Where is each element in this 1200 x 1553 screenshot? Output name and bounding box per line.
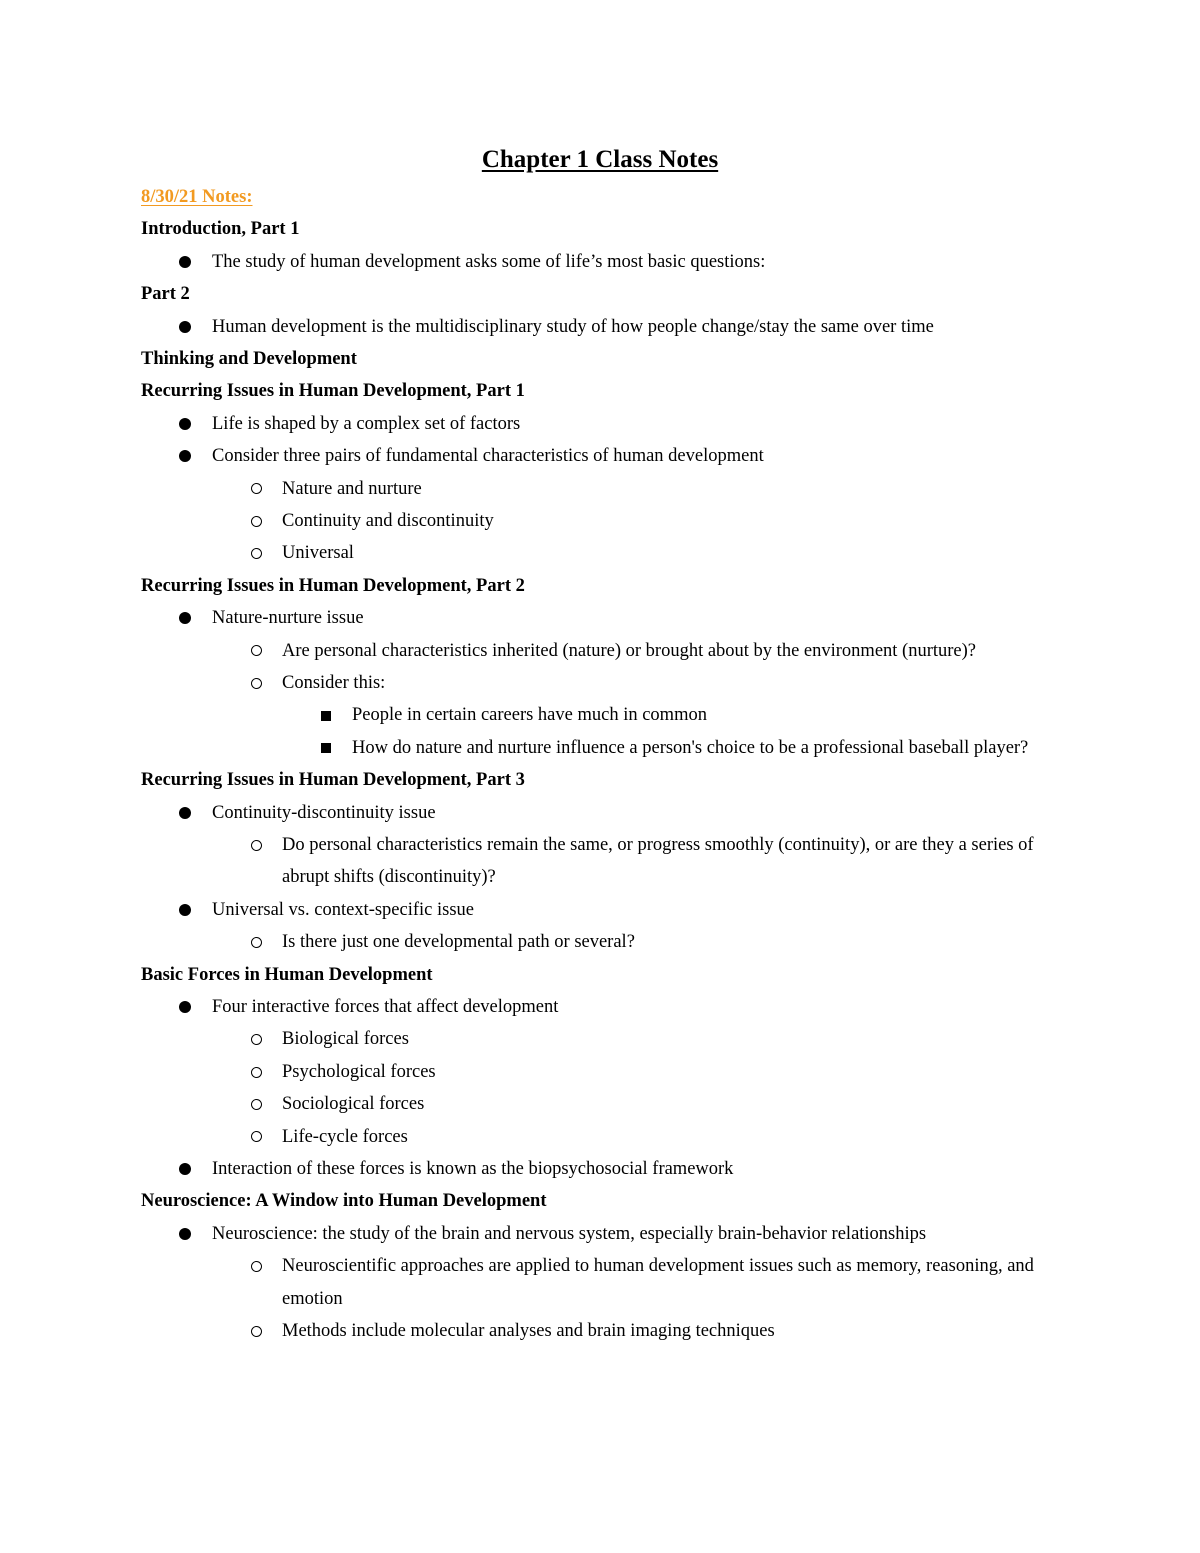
bullet-item-level-2 [141,829,1061,894]
bullet-text: Neuroscientific approaches are applied to human development issues such as memory, reasoning, and emotion [282,1256,1034,1309]
bullet-item-level-2 [141,537,1061,569]
hollow-circle-bullet-icon [248,1315,264,1347]
hollow-circle-bullet-icon [248,1023,264,1055]
bullet-text: Universal vs. context-specific issue [212,899,475,920]
bullet-item-level-1 [141,797,1061,829]
bullet-item-level-1 [141,408,1061,440]
bullet-item-level-1 [141,894,1061,926]
bullet-text: Sociological forces [282,1094,425,1115]
bullet-text: Consider this: [282,673,386,693]
filled-square-bullet-icon [318,699,334,731]
section-heading: Part 2 [141,284,190,305]
hollow-circle-bullet-icon [248,537,264,569]
bullet-text: Neuroscience: the study of the brain and nervous system, especially brain-behavior relationships [212,1223,927,1244]
bullet-text: Methods include molecular analyses and brain imaging techniques [282,1321,775,1342]
hollow-circle-bullet-icon [248,505,264,537]
filled-circle-bullet-icon [177,246,193,278]
bullet-text: Is there just one developmental path or several? [282,932,635,953]
bullet-text: Psychological forces [282,1061,436,1082]
hollow-circle-bullet-icon [248,667,264,699]
bullet-item-level-3 [141,699,1061,731]
filled-circle-bullet-icon [177,602,193,634]
filled-circle-bullet-icon [177,1153,193,1185]
notes-content [141,181,1061,1347]
bullet-item-level-1 [141,246,1061,278]
bullet-text: Universal [282,543,354,564]
date-heading: 8/30/21 Notes: [141,187,253,207]
bullet-item-level-2 [141,635,1061,667]
bullet-item-level-2 [141,1056,1061,1088]
bullet-text: Life is shaped by a complex set of factors [212,413,521,434]
filled-circle-bullet-icon [177,1218,193,1250]
bullet-text: People in certain careers have much in common [352,705,707,726]
bullet-item-level-3 [141,732,1061,764]
hollow-circle-bullet-icon [248,1088,264,1120]
bullet-text: Biological forces [282,1029,409,1050]
section-heading: Neuroscience: A Window into Human Development [141,1191,547,1212]
bullet-item-level-2 [141,1121,1061,1153]
bullet-item-level-1 [141,1218,1061,1250]
hollow-circle-bullet-icon [248,1121,264,1153]
bullet-item-level-2 [141,1315,1061,1347]
section-heading: Thinking and Development [141,348,357,369]
bullet-item-level-2 [141,1088,1061,1120]
bullet-item-level-2 [141,667,1061,699]
filled-circle-bullet-icon [177,991,193,1023]
bullet-item-level-2 [141,1250,1061,1315]
bullet-item-level-1 [141,602,1061,634]
bullet-item-level-2 [141,473,1061,505]
section-heading: Introduction, Part 1 [141,219,300,240]
bullet-text: Interaction of these forces is known as the biopsychosocial framework [212,1159,734,1180]
bullet-item-level-2 [141,926,1061,958]
page-title: Chapter 1 Class Notes [481,146,719,173]
bullet-item-level-2 [141,1023,1061,1055]
bullet-item-level-2 [141,505,1061,537]
filled-square-bullet-icon [318,732,334,764]
filled-circle-bullet-icon [177,797,193,829]
hollow-circle-bullet-icon [248,829,264,861]
bullet-item-level-1 [141,991,1061,1023]
filled-circle-bullet-icon [177,894,193,926]
filled-circle-bullet-icon [177,440,193,472]
hollow-circle-bullet-icon [248,635,264,667]
hollow-circle-bullet-icon [248,1250,264,1282]
bullet-text: Life-cycle forces [282,1126,408,1147]
bullet-text: Consider three pairs of fundamental characteristics of human development [212,446,764,467]
bullet-text: Nature and nurture [282,478,422,499]
bullet-text: Are personal characteristics inherited (nature) or brought about by the environment (nurture)? [282,640,976,661]
bullet-item-level-1 [141,311,1061,343]
bullet-text: Four interactive forces that affect development [212,997,559,1018]
bullet-item-level-1 [141,1153,1061,1185]
bullet-text: Do personal characteristics remain the same, or progress smoothly (continuity), or are they a series of abrupt shifts (discontinuity)? [282,835,1034,888]
filled-circle-bullet-icon [177,408,193,440]
section-heading: Basic Forces in Human Development [141,964,433,985]
section-heading: Recurring Issues in Human Development, Part 3 [141,770,525,791]
bullet-text: The study of human development asks some of life’s most basic questions: [212,251,766,272]
section-heading: Recurring Issues in Human Development, Part 2 [141,575,525,596]
hollow-circle-bullet-icon [248,926,264,958]
bullet-text: Human development is the multidisciplinary study of how people change/stay the same over time [212,316,934,337]
filled-circle-bullet-icon [177,311,193,343]
bullet-text: Continuity and discontinuity [282,510,494,531]
hollow-circle-bullet-icon [248,1056,264,1088]
bullet-text: How do nature and nurture influence a person's choice to be a professional baseball player? [352,737,1029,758]
bullet-text: Nature-nurture issue [212,608,364,629]
hollow-circle-bullet-icon [248,473,264,505]
bullet-text: Continuity-discontinuity issue [212,802,436,823]
section-heading: Recurring Issues in Human Development, Part 1 [141,381,525,402]
bullet-item-level-1 [141,440,1061,472]
